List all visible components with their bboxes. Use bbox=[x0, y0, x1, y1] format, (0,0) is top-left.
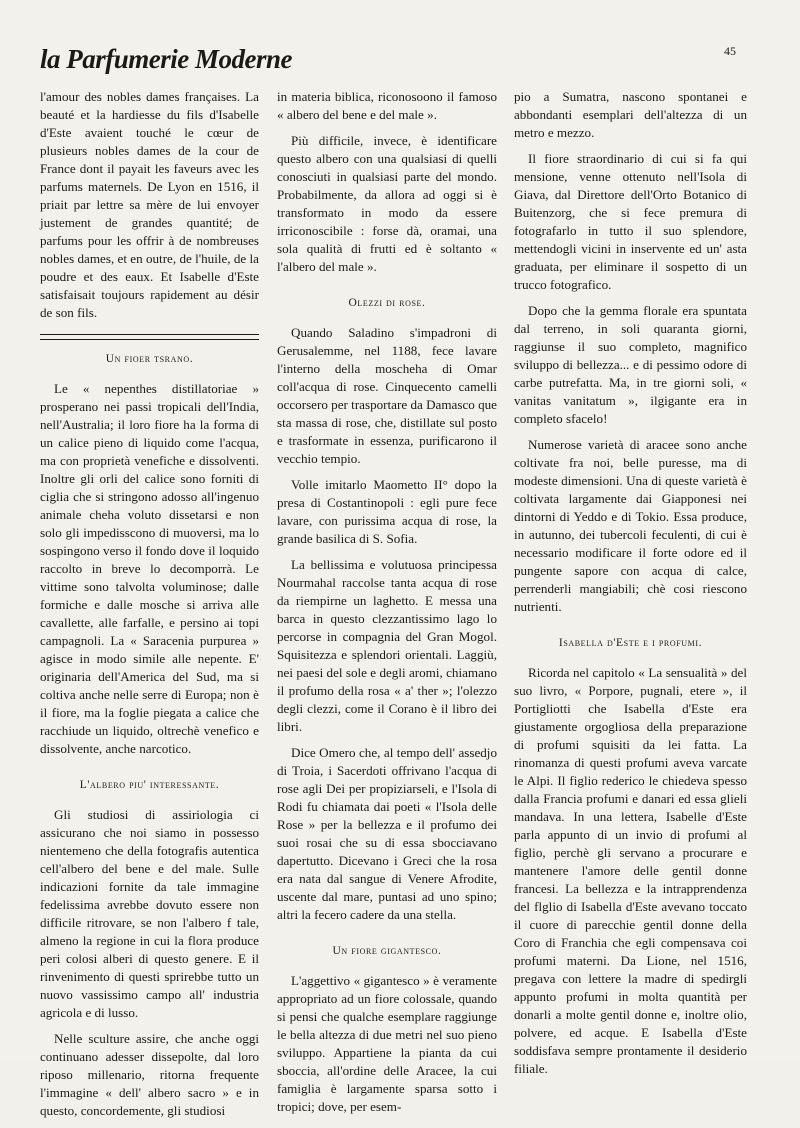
paragraph: in materia biblica, riconosoono il famoso « albero del bene e del male ». bbox=[277, 89, 497, 122]
section-divider bbox=[40, 334, 259, 340]
paragraph: Il fiore straordinario di cui si fa qui mensione, venne ottenuto nell'Isola di Giava, dal Direttore dell'Orto Botanico di Buitenzorg, che si fece premura di fotografarlo in tutto il suo splendore, mettendogli vicini in inservente ed un' asta graduata, per eliminare il sospetto di un trucco fotografico. bbox=[514, 151, 747, 292]
paragraph: La bellissima e volutuosa principessa Nourmahal raccolse tanta acqua di rose da riempirne un laghetto. E messa una barca in questo clezzantissimo lago lo percorse in compagnia del Gran Mogol. Squisitezza e splendori orientali. Laggiù, nei paesi del sole e degli aromi, chiamano il profumo della rosa « a' ther »; l'olezzo degli clezzi, come il Corano è il libro dei libri. bbox=[277, 557, 497, 734]
paragraph: Ricorda nel capitolo « La sensualità » del suo livro, « Porpore, pugnali, etere », il Portigliotti che Isabella d'Este era giustamente orgogliosa della preparazione di profumi squisiti da lei fatta. La rinomanza di questi profumi aveva varcate le Alpi. Il figlio rederico le chiedeva spesso dalla Francia profumi e danari ed essa glieli mandava. In una lettera, Isabelle d'Este parla appunto di un invio di profumi al figlio, perchè gli servano a procurare e mantenere l'amore delle gentil donne francesi. La bellezza e la intrapprendenza del flglio di Isabella d'Este avevano toccato il cuore di parecchie gentil donne della Coro di Franchia che egli compensava coi profumi materni. Da Lione, nel 1516, pregava con lettere la madre di spedirgli appunto profumi in molta quantità per donarli a molte gentil donne e, inoltre olio, polvere, ed acque. E Isabella d'Este soddisfava sempre prontamente il desiderio filiale. bbox=[514, 665, 747, 1076]
masthead-logo: la Parfumerie Moderne bbox=[40, 44, 292, 74]
page-number: 45 bbox=[724, 44, 736, 58]
paragraph: Dice Omero che, al tempo dell' assedjo di Troia, i Sacerdoti offrivano l'acqua di rose agli Dei per propiziarseli, e l'Isola di Rodi fu chiamata dai poeti « l'Isola delle Rose » per la bellezza e il profumo dei suoi rosai che su di essa sbocciavano dapertutto. Dicevano i Greci che la rosa era nata dal sangue di Venere Afrodite, uscente dal mare, puntasi ad uno spino; altri la fecero cadere da una stella. bbox=[277, 745, 497, 922]
section-heading: Un fioer tsrano. bbox=[105, 353, 194, 365]
section-heading: L'albero piu' interessante. bbox=[79, 779, 220, 791]
paragraph: L'aggettivo « gigantesco » è veramente appropriato ad un fiore colossale, quando si pensi che qualche esemplare raggiunge le bella altezza di due metri nel suo pieno sviluppo. Appartiene la pianta da cui sboccia, all'ordine delle Aracee, la cui famiglia è largamente sparsa sotto i tropici; dove, per esem- bbox=[277, 973, 497, 1114]
column-1 bbox=[40, 88, 259, 1128]
section-heading: Olezzi di rose. bbox=[348, 297, 426, 309]
section-heading: Un fiore gigantesco. bbox=[332, 945, 442, 957]
column-2 bbox=[277, 88, 497, 1124]
paragraph: Le « nepenthes distillatoriae » prosperano nei passi tropicali dell'India, nell'Australia; il loro fiore ha la forma di un calice pieno di liquido come l'acqua, ma con proprietà venefiche e dissolventi. Inoltre gli orli del calice sono forniti di ciglia che si stringono adosso all'ingenuo animale cheha voluto dissetarsi e non solo gli impedisscono di muoversi, ma lo sospingono verso il fondo dove il loquido raccolto in breve lo decomporrà. Le vittime sono talvolta voluminose; dalle formiche e dalle mosche si arriva alle cavallette, alle farfalle, e persino ai topi campagnoli. La « Saracenia purpurea » agisce in modo simile alle nepente. E' originaria dell'America del Sud, ma si coltiva anche nelle serre di Europa; non è il fiore, ma la foglie piegata a calice che racchiude un liquido, oltrechè venefico e dissolvente, anche narcotico. bbox=[40, 381, 259, 756]
paragraph: Dopo che la gemma florale era spuntata dal terreno, in soli quaranta giorni, raggiunse il suo completo, magnifico sviluppo di bellezza... e di pessimo odore di carbe putrefatta. Ma, in tre giorni soli, « vanitas vanitatum », ilgigante era in completo sfacelo! bbox=[514, 303, 747, 426]
paragraph: Volle imitarlo Maometto II° dopo la presa di Costantinopoli : egli pure fece lavare, con purissima acqua di rose, la grande basilica di S. Sofia. bbox=[277, 477, 497, 546]
paragraph: Nelle sculture assire, che anche oggi continuano adesser dissepolte, dal loro riposo millenario, ritorna frequente l'immagine « dell' albero sacro » e in questo, concordemente, gli studiosi bbox=[40, 1031, 259, 1118]
column-3 bbox=[514, 88, 747, 1086]
paragraph: Più difficile, invece, è identificare questo albero con una qualsiasi di quelli conosciuti in qualsiasi parte del mondo. Probabilmente, da allora ad oggi si è transformato in modo da essere irriconoscibile : forse dà, oramai, una sola qualità di frutti ed è soltanto « l'albero del male ». bbox=[277, 133, 497, 274]
paragraph: Numerose varietà di aracee sono anche coltivate fra noi, belle puresse, ma di modeste dimensioni. Una di queste varietà è coltivata largamente dai Giapponesi nei dintorni di Yeddo e di Tokio. Essa produce, in autunno, dei tubercoli feculenti, di cui è necessario modificare il forte odore ed il pungente sapore con acqua di calce, perrenderli mangiabili; chè cosi riescono nutrienti. bbox=[514, 437, 747, 614]
paragraph: pio a Sumatra, nascono spontanei e abbondanti esemplari dell'altezza di un metro e mezzo. bbox=[514, 89, 747, 140]
paragraph: Gli studiosi di assiriologia ci assicurano che noi siamo in possesso nientemeno che della fotografis autentica cell'albero del bene e del male. Sulle indicazioni fornite da tale immagine fedelissima avrebbe dovuto essere non difficile ritrovare, se non l'albero f tale, almeno la regione in cui la flora produce peri colosi alberi di questo genere. E il rinvenimento di questi sprirebbe tutto un nuovo vassissimo campo all' industria agricola e di lusso. bbox=[40, 807, 259, 1020]
section-heading: Isabella d'Este e i profumi. bbox=[558, 637, 703, 649]
paragraph: l'amour des nobles dames françaises. La beauté et la hardiesse du fils d'Isabelle d'Este avaient touché le cœur de plusieurs nobles dames de la cour de France dont il payait les faveurs avec les parfums maternels. De Lyon en 1516, il priait par lettre sa mère de lui envoyer justement de grandes quantité; de parfums pour les offrir à de nombreuses nobles dames, et en outre, de l'huile, de la poudre et des eaux. Et Isabelle d'Este satisfaisait toujours rapidement au désir de son fils. bbox=[40, 89, 259, 320]
paragraph: Quando Saladino s'impadroni di Gerusalemme, nel 1188, fece lavare l'interno della moscheha di Omar coll'acqua di rose. Cinquecento camelli occorsero per trasportare da Damasco que sta massa di rose, che, distillate sul posto e trasformate in essenza, purificarono il vecchio tempio. bbox=[277, 325, 497, 466]
